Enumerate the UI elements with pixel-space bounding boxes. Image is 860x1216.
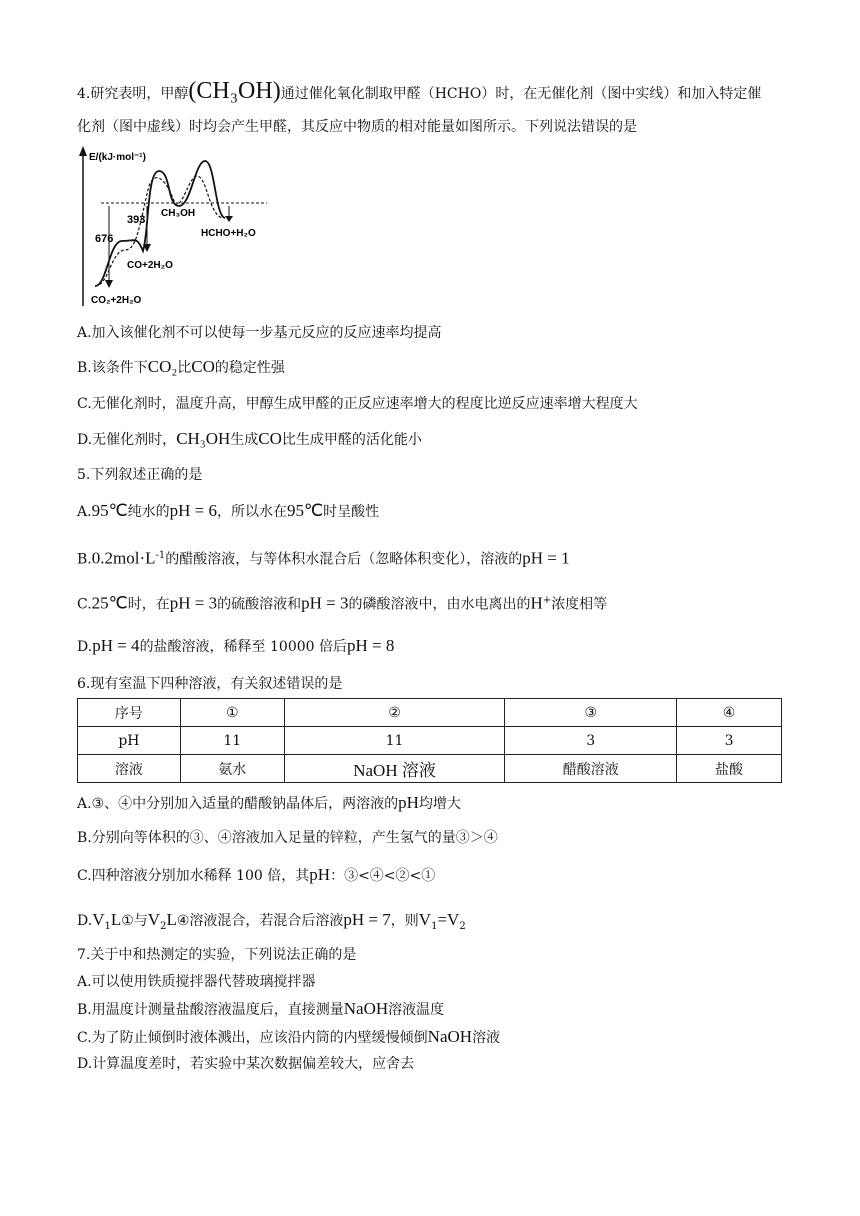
sub: 1 [431,920,438,932]
q5-option-c [77,590,607,616]
co2-formula: CO₂ [147,357,178,376]
ph-value: pH = 3 [301,593,349,613]
t: A.③、④中分别加入适量的醋酸钠晶体后，两溶液的 [77,796,399,812]
sub: 2 [160,920,167,932]
q4b-text-2: 比 [177,360,192,376]
q4d-text-3: 比生成甲醛的活化能小 [281,432,422,448]
table-cell: 11 [284,727,505,755]
v: =V [437,910,460,929]
t: ④溶液混合，若混合后溶液 [176,913,344,929]
q4-option-a: A.加入该催化剂不可以使每一步基元反应的反应速率均提高 [77,325,442,341]
q5-stem: 5.下列叙述正确的是 [77,467,203,483]
table-cell: ② [284,699,505,727]
ch3oh-formula: CH₃OH [176,429,231,448]
t: C.为了防止倾倒时液体溅出，应该沿内筒的内壁缓慢倾倒 [77,1030,428,1046]
ph: pH [398,793,419,812]
table-cell: 溶液 [78,755,181,783]
table-row [78,699,782,727]
label-hcho: HCHO+H₂O [201,228,256,239]
q4-option-b [77,356,285,379]
ph: pH [309,865,331,884]
table-cell: pH [78,727,181,755]
t: C. [77,596,92,613]
t: 时呈酸性 [323,504,380,520]
label-ch3oh: CH₃OH [161,208,196,219]
solutions-table [77,698,782,783]
q6-option-a [77,792,461,815]
l: L [110,910,122,929]
temp: 95℃ [287,501,324,520]
table-cell: ④ [677,699,782,727]
temp: 95℃ [91,501,128,520]
q4d-text: D.无催化剂时， [77,432,177,448]
t: 溶液温度 [388,1002,445,1018]
co-formula: CO [191,357,215,376]
q7-stem: 7.关于中和热测定的实验，下列说法正确的是 [77,947,357,963]
charge: + [542,595,552,606]
t: 时，在 [127,596,170,613]
table-cell: 3 [505,727,677,755]
arrow-hcho-head [225,216,233,222]
t: 的硫酸溶液和 [217,596,302,613]
t: B.用温度计测量盐酸溶液温度后，直接测量 [77,1002,344,1018]
q4-stem-line2: 化剂（图中虚线）时均会产生甲醛，其反应中物质的相对能量如图所示。下列说法错误的是 [77,119,637,135]
v: V [147,910,161,929]
l: L [166,910,177,929]
t: 纯水的 [127,504,170,520]
methanol-formula: (CH₃OH) [188,78,281,104]
t: ：③<④<②<① [330,868,436,884]
t: D. [77,639,93,655]
ph-value: pH = 4 [92,636,140,655]
sub: 2 [459,920,466,932]
table-cell: 氨水 [180,755,284,783]
t: 的磷酸溶液中，由水电离出的 [348,596,531,613]
table-cell: ① [180,699,284,727]
table-cell: 11 [180,727,284,755]
table-cell: 盐酸 [677,755,782,783]
q4-option-c: C.无催化剂时，温度升高，甲醇生成甲醛的正反应速率增大的程度比逆反应速率增大程度大 [77,396,638,412]
t: 的醋酸溶液，与等体积水混合后（忽略体积变化），溶液的 [165,551,523,568]
concentration: 0.2mol·L [91,548,156,568]
t: D. [77,913,93,929]
q4d-text-2: 生成 [230,432,259,448]
q5-option-b [77,545,570,571]
q4-text: 4.研究表明，甲醇 [77,86,189,102]
q6-option-b: B.分别向等体积的③、④溶液加入足量的锌粒，产生氢气的量③＞④ [77,830,498,846]
table-cell: ③ [505,699,677,727]
q6-stem: 6.现有室温下四种溶液，有关叙述错误的是 [77,676,343,692]
t: 均增大 [418,796,461,812]
table-cell: 3 [677,727,782,755]
ph-value: pH = 3 [169,593,218,613]
sub: 1 [104,920,111,932]
table-row [78,755,782,783]
q6-option-c [77,864,435,887]
v: V [92,910,105,929]
q6-option-d [77,909,466,938]
q4b-text: B.该条件下 [77,360,148,376]
q5-option-d [77,635,394,658]
q4-stem-line1 [77,80,761,105]
q4-option-d [77,428,422,451]
q5-option-a [77,500,379,523]
arrow-676-head [105,280,113,288]
label-co: CO+2H₂O [127,260,173,271]
t: 浓度相等 [551,596,608,613]
h-ion: H [530,593,543,613]
ph-value: pH = 7 [343,910,391,929]
t: C.四种溶液分别加水稀释 100 倍，其 [77,868,310,884]
t: 溶液 [472,1030,501,1046]
energy-diagram [77,146,277,310]
co-formula-2: CO [258,429,282,448]
table-row [78,727,782,755]
y-axis-arrow [79,146,87,156]
ph-value: pH = 8 [347,636,395,655]
y-axis-label: E/(kJ·mol⁻¹) [89,152,146,163]
q7-option-c [77,1026,500,1049]
t: 的盐酸溶液，稀释至 10000 倍后 [139,639,347,655]
q7-option-d: D.计算温度差时，若实验中某次数据偏差较大，应舍去 [77,1056,415,1072]
t: A. [77,504,92,520]
table-cell: 醋酸溶液 [505,755,677,783]
v: V [418,910,432,929]
value-393: 393 [127,214,146,226]
value-676: 676 [95,233,114,245]
ph-value: pH = 1 [522,548,570,568]
naoh: NaOH [427,1027,473,1046]
t: B. [77,551,92,568]
label-co2: CO₂+2H₂O [91,295,142,306]
exponent: -1 [155,550,166,561]
t: ，则 [390,913,419,929]
ph-value: pH = 6 [169,501,218,520]
temp: 25℃ [91,593,128,613]
table-cell: 序号 [78,699,181,727]
q7-option-b [77,998,444,1021]
q4b-text-3: 的稳定性强 [214,360,285,376]
t: ，所以水在 [217,504,288,520]
t: ①与 [121,913,148,929]
q4-text-2: 通过催化氧化制取甲醛（HCHO）时，在无催化剂（图中实线）和加入特定催 [280,86,762,102]
q7-option-a: A.可以使用铁质搅拌器代替玻璃搅拌器 [77,974,316,990]
table-cell: NaOH 溶液 [284,755,505,783]
naoh: NaOH [343,999,389,1018]
